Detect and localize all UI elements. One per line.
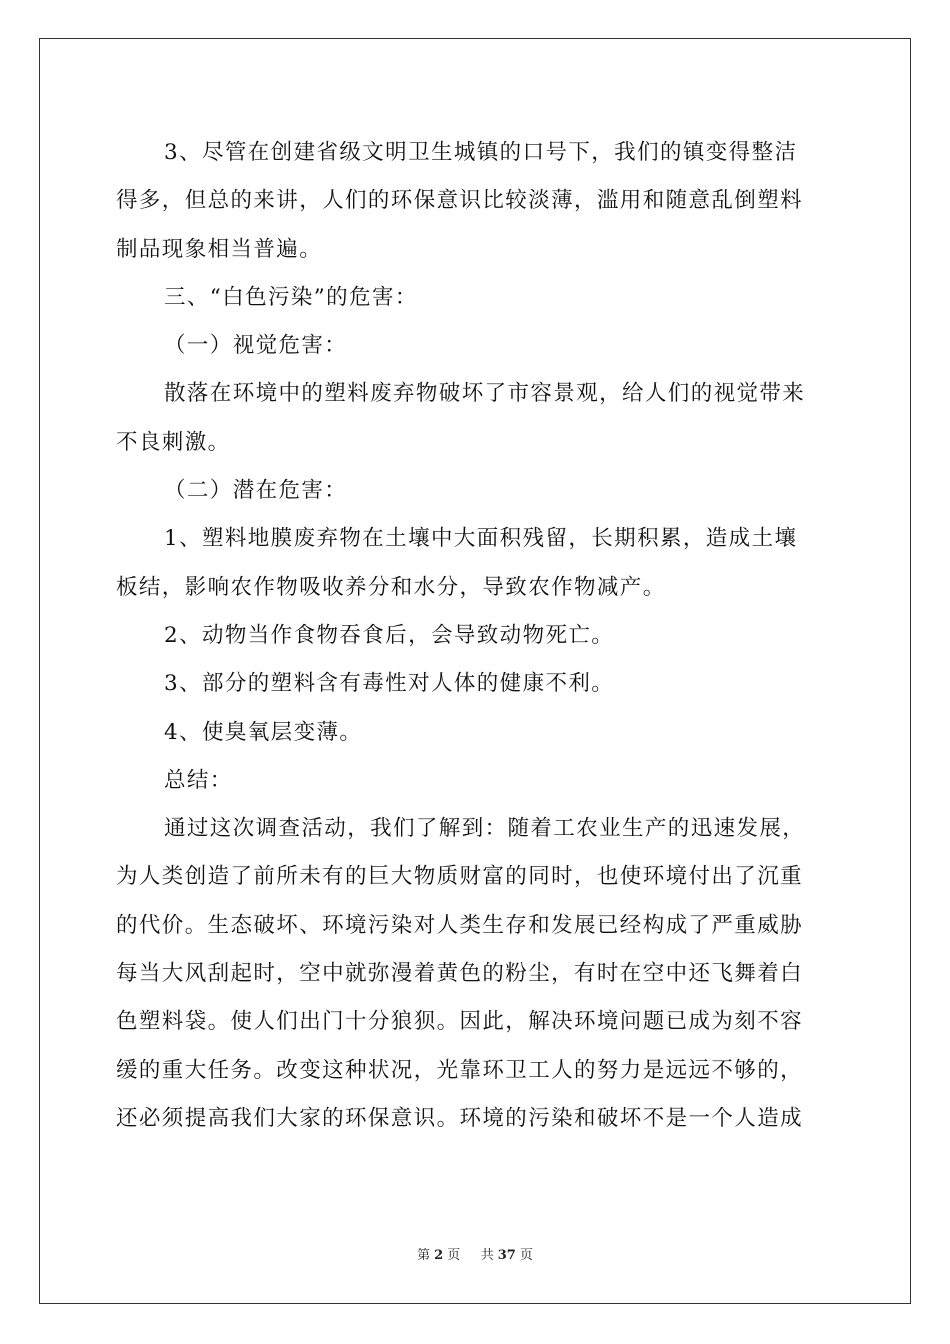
summary-heading: 总结： <box>164 767 233 793</box>
paragraph-line: 3、尽管在创建省级文明卫生城镇的口号下，我们的镇变得整洁 <box>164 140 798 165</box>
paragraph-line: 2、动物当作食物吞食后，会导致动物死亡。 <box>164 622 615 648</box>
paragraph-line: 制品现象相当普遍。 <box>116 236 323 262</box>
section-heading: 三、“白色污染”的危害： <box>164 284 418 310</box>
paragraph-line: 不良刺激。 <box>116 429 231 455</box>
paragraph-line: 色塑料袋。使人们出门十分狼狈。因此，解决环境问题已成为刻不容 <box>116 1009 804 1035</box>
paragraph-line: 通过这次调查活动，我们了解到：随着工农业生产的迅速发展， <box>164 816 806 842</box>
page-prefix: 第 <box>417 1248 431 1263</box>
paragraph-line: 3、部分的塑料含有毒性对人体的健康不利。 <box>164 671 615 697</box>
paragraph-line: 4、使臭氧层变薄。 <box>164 719 363 745</box>
paragraph-line: 得多，但总的来讲，人们的环保意识比较淡薄，滥用和随意乱倒塑料 <box>116 188 804 214</box>
page-current: 2 <box>434 1248 444 1263</box>
subsection-heading: （二）潜在危害： <box>164 478 348 504</box>
paragraph-line: 还必须提高我们大家的环保意识。环境的污染和破坏不是一个人造成 <box>116 1105 804 1131</box>
document-body <box>116 129 836 1143</box>
total-prefix: 共 <box>480 1248 494 1263</box>
paragraph-line: 板结，影响农作物吸收养分和水分，导致农作物减产。 <box>116 574 666 600</box>
paragraph-line: 缓的重大任务。改变这种状况，光靠环卫工人的努力是远远不够的， <box>116 1057 804 1083</box>
subsection-heading: （一）视觉危害： <box>164 333 348 359</box>
paragraph-line: 1、塑料地膜废弃物在土壤中大面积残留，长期积累，造成土壤 <box>164 526 798 552</box>
page-suffix: 页 <box>447 1248 461 1263</box>
paragraph-line: 的代价。生态破坏、环境污染对人类生存和发展已经构成了严重威胁 <box>116 912 804 938</box>
paragraph-line: 散落在环境中的塑料废弃物破坏了市容景观，给人们的视觉带来 <box>164 381 806 407</box>
total-suffix: 页 <box>519 1248 533 1263</box>
page-total: 37 <box>497 1248 516 1263</box>
paragraph-line: 每当大风刮起时，空中就弥漫着黄色的粉尘，有时在空中还飞舞着白 <box>116 961 804 987</box>
page-footer <box>0 1244 950 1263</box>
paragraph-line: 为人类创造了前所未有的巨大物质财富的同时，也使环境付出了沉重 <box>116 864 804 890</box>
